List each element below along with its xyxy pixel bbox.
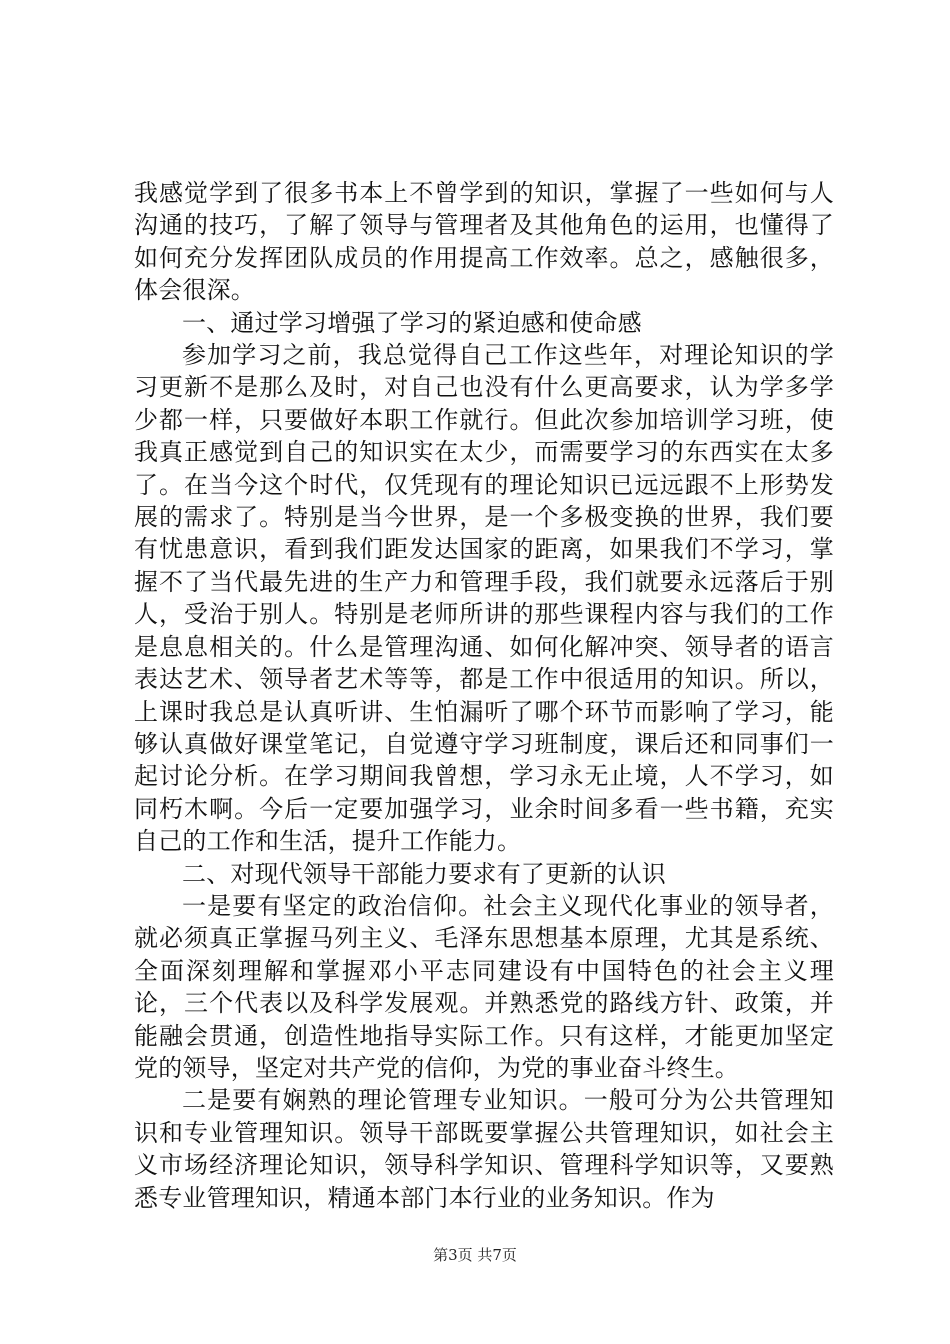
section-heading-2: 二、对现代领导干部能力要求有了更新的认识 xyxy=(182,859,666,888)
paragraph-political-belief: 一是要有坚定的政治信仰。社会主义现代化事业的领导者，就必须真正掌握马列主义、毛泽东思想基本原理，尤其是系统、全面深刻理解和掌握邓小平志同建设有中国特色的社会主义理论，三个代表以及科学发展观。并熟悉党的路线方针、政策，并能融会贯通，创造性地指导实际工作。只有这样，才能更加坚定党的领导，坚定对共产党的信仰，为党的事业奋斗终生。 xyxy=(134,891,834,1082)
page-footer: 第3页 共7页 xyxy=(433,1246,517,1264)
paragraph-section-1: 参加学习之前，我总觉得自己工作这些年，对理论知识的学习更新不是那么及时，对自己也没有什么更高要求，认为学多学少都一样，只要做好本职工作就行。但此次参加培训学习班，使我真正感觉到自己的知识实在太少，而需要学习的东西实在太多了。在当今这个时代，仅凭现有的理论知识已远远跟不上形势发展的需求了。特别是当今世界，是一个多极变换的世界，我们要有忧患意识，看到我们距发达国家的距离，如果我们不学习，掌握不了当代最先进的生产力和管理手段，我们就要永远落后于别人，受治于别人。特别是老师所讲的那些课程内容与我们的工作是息息相关的。什么是管理沟通、如何化解冲突、领导者的语言表达艺术、领导者艺术等等，都是工作中很适用的知识。所以，上课时我总是认真听讲、生怕漏听了哪个环节而影响了学习，能够认真做好课堂笔记，自觉遵守学习班制度，课后还和同事们一起讨论分析。在学习期间我曾想，学习永无止境，人不学习，如同朽木啊。今后一定要加强学习，业余时间多看一些书籍，充实自己的工作和生活，提升工作能力。 xyxy=(134,341,834,856)
body-text xyxy=(134,177,834,1214)
paragraph-intro-continuation: 我感觉学到了很多书本上不曾学到的知识，掌握了一些如何与人沟通的技巧，了解了领导与管理者及其他角色的运用，也懂得了如何充分发挥团队成员的作用提高工作效率。总之，感触很多，体会很深。 xyxy=(134,179,834,305)
paragraph-management-knowledge: 二是要有娴熟的理论管理专业知识。一般可分为公共管理知识和专业管理知识。领导干部既要掌握公共管理知识，如社会主义市场经济理论知识，领导科学知识、管理科学知识等，又要熟悉专业管理知识，精通本部门本行业的业务知识。作为 xyxy=(134,1086,834,1212)
section-heading-1: 一、通过学习增强了学习的紧迫感和使命感 xyxy=(182,308,642,337)
